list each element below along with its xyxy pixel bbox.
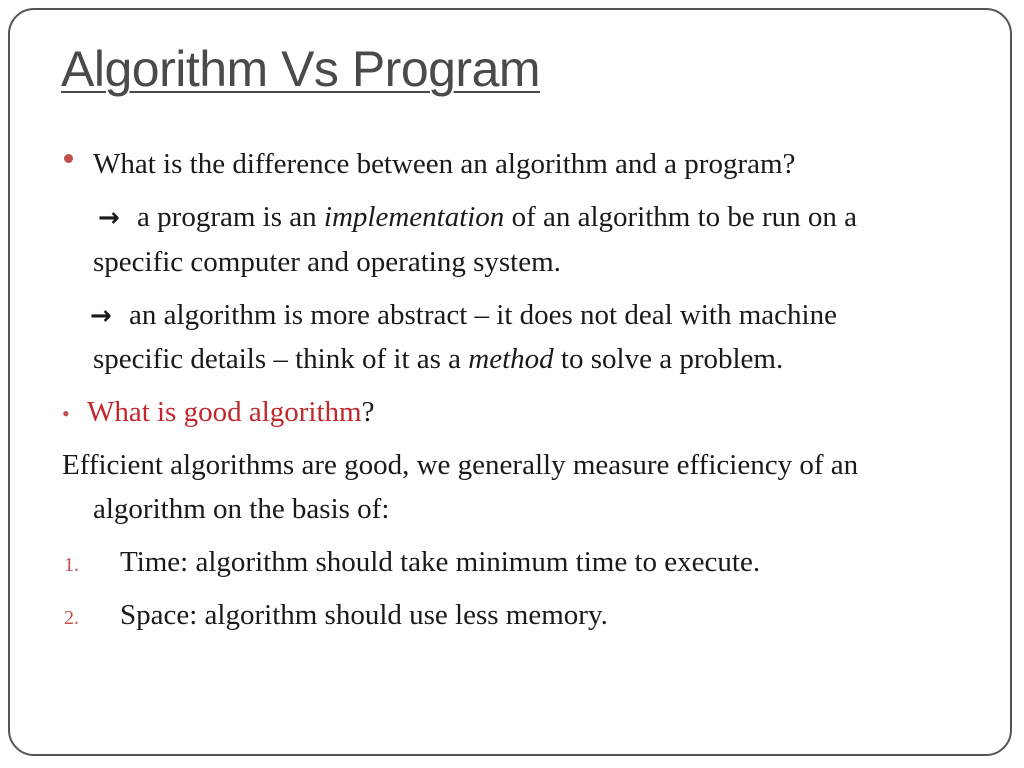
point-algorithm (90, 298, 837, 333)
point-algorithm-tail: to solve a problem. (553, 343, 784, 375)
list-item-text: Space: algorithm should use less memory. (120, 599, 608, 631)
efficiency-paragraph-line1: Efficient algorithms are good, we generally measure efficiency of an (62, 449, 859, 481)
point-algorithm-lead: an algorithm is more abstract – it does not deal with machine (121, 299, 837, 331)
list-number: 2. (64, 607, 79, 629)
bullet-question-text: What is the difference between an algorithm and a program? (93, 148, 796, 180)
bullet-question (93, 147, 795, 181)
arrow-right-icon: → (90, 301, 112, 331)
arrow-right-icon: → (98, 203, 120, 233)
point-program-emphasis: implementation (323, 201, 505, 233)
slide-frame (8, 8, 1012, 756)
list-item (64, 545, 761, 582)
list-number: 1. (64, 554, 79, 576)
point-program-continuation: specific computer and operating system. (93, 246, 561, 278)
point-algorithm-cont: specific details – think of it as a (93, 343, 469, 375)
list-item-text: Time: algorithm should take minimum time to execute. (120, 546, 761, 578)
good-algorithm-suffix: ? (361, 396, 375, 428)
point-program (98, 200, 857, 235)
point-algorithm-emphasis: method (468, 343, 554, 375)
point-algorithm-continuation (93, 342, 783, 376)
list-item (64, 598, 608, 635)
efficiency-paragraph-line2: algorithm on the basis of: (93, 493, 390, 525)
bullet-good-algorithm (62, 395, 374, 431)
slide-title: Algorithm Vs Program (61, 41, 541, 97)
bullet-marker: • (62, 401, 70, 426)
point-program-tail: of an algorithm to be run on a (504, 201, 858, 233)
good-algorithm-highlight: What is good algorithm (86, 396, 362, 428)
point-program-lead: a program is an (129, 201, 324, 233)
bullet-dot-icon (64, 154, 73, 163)
